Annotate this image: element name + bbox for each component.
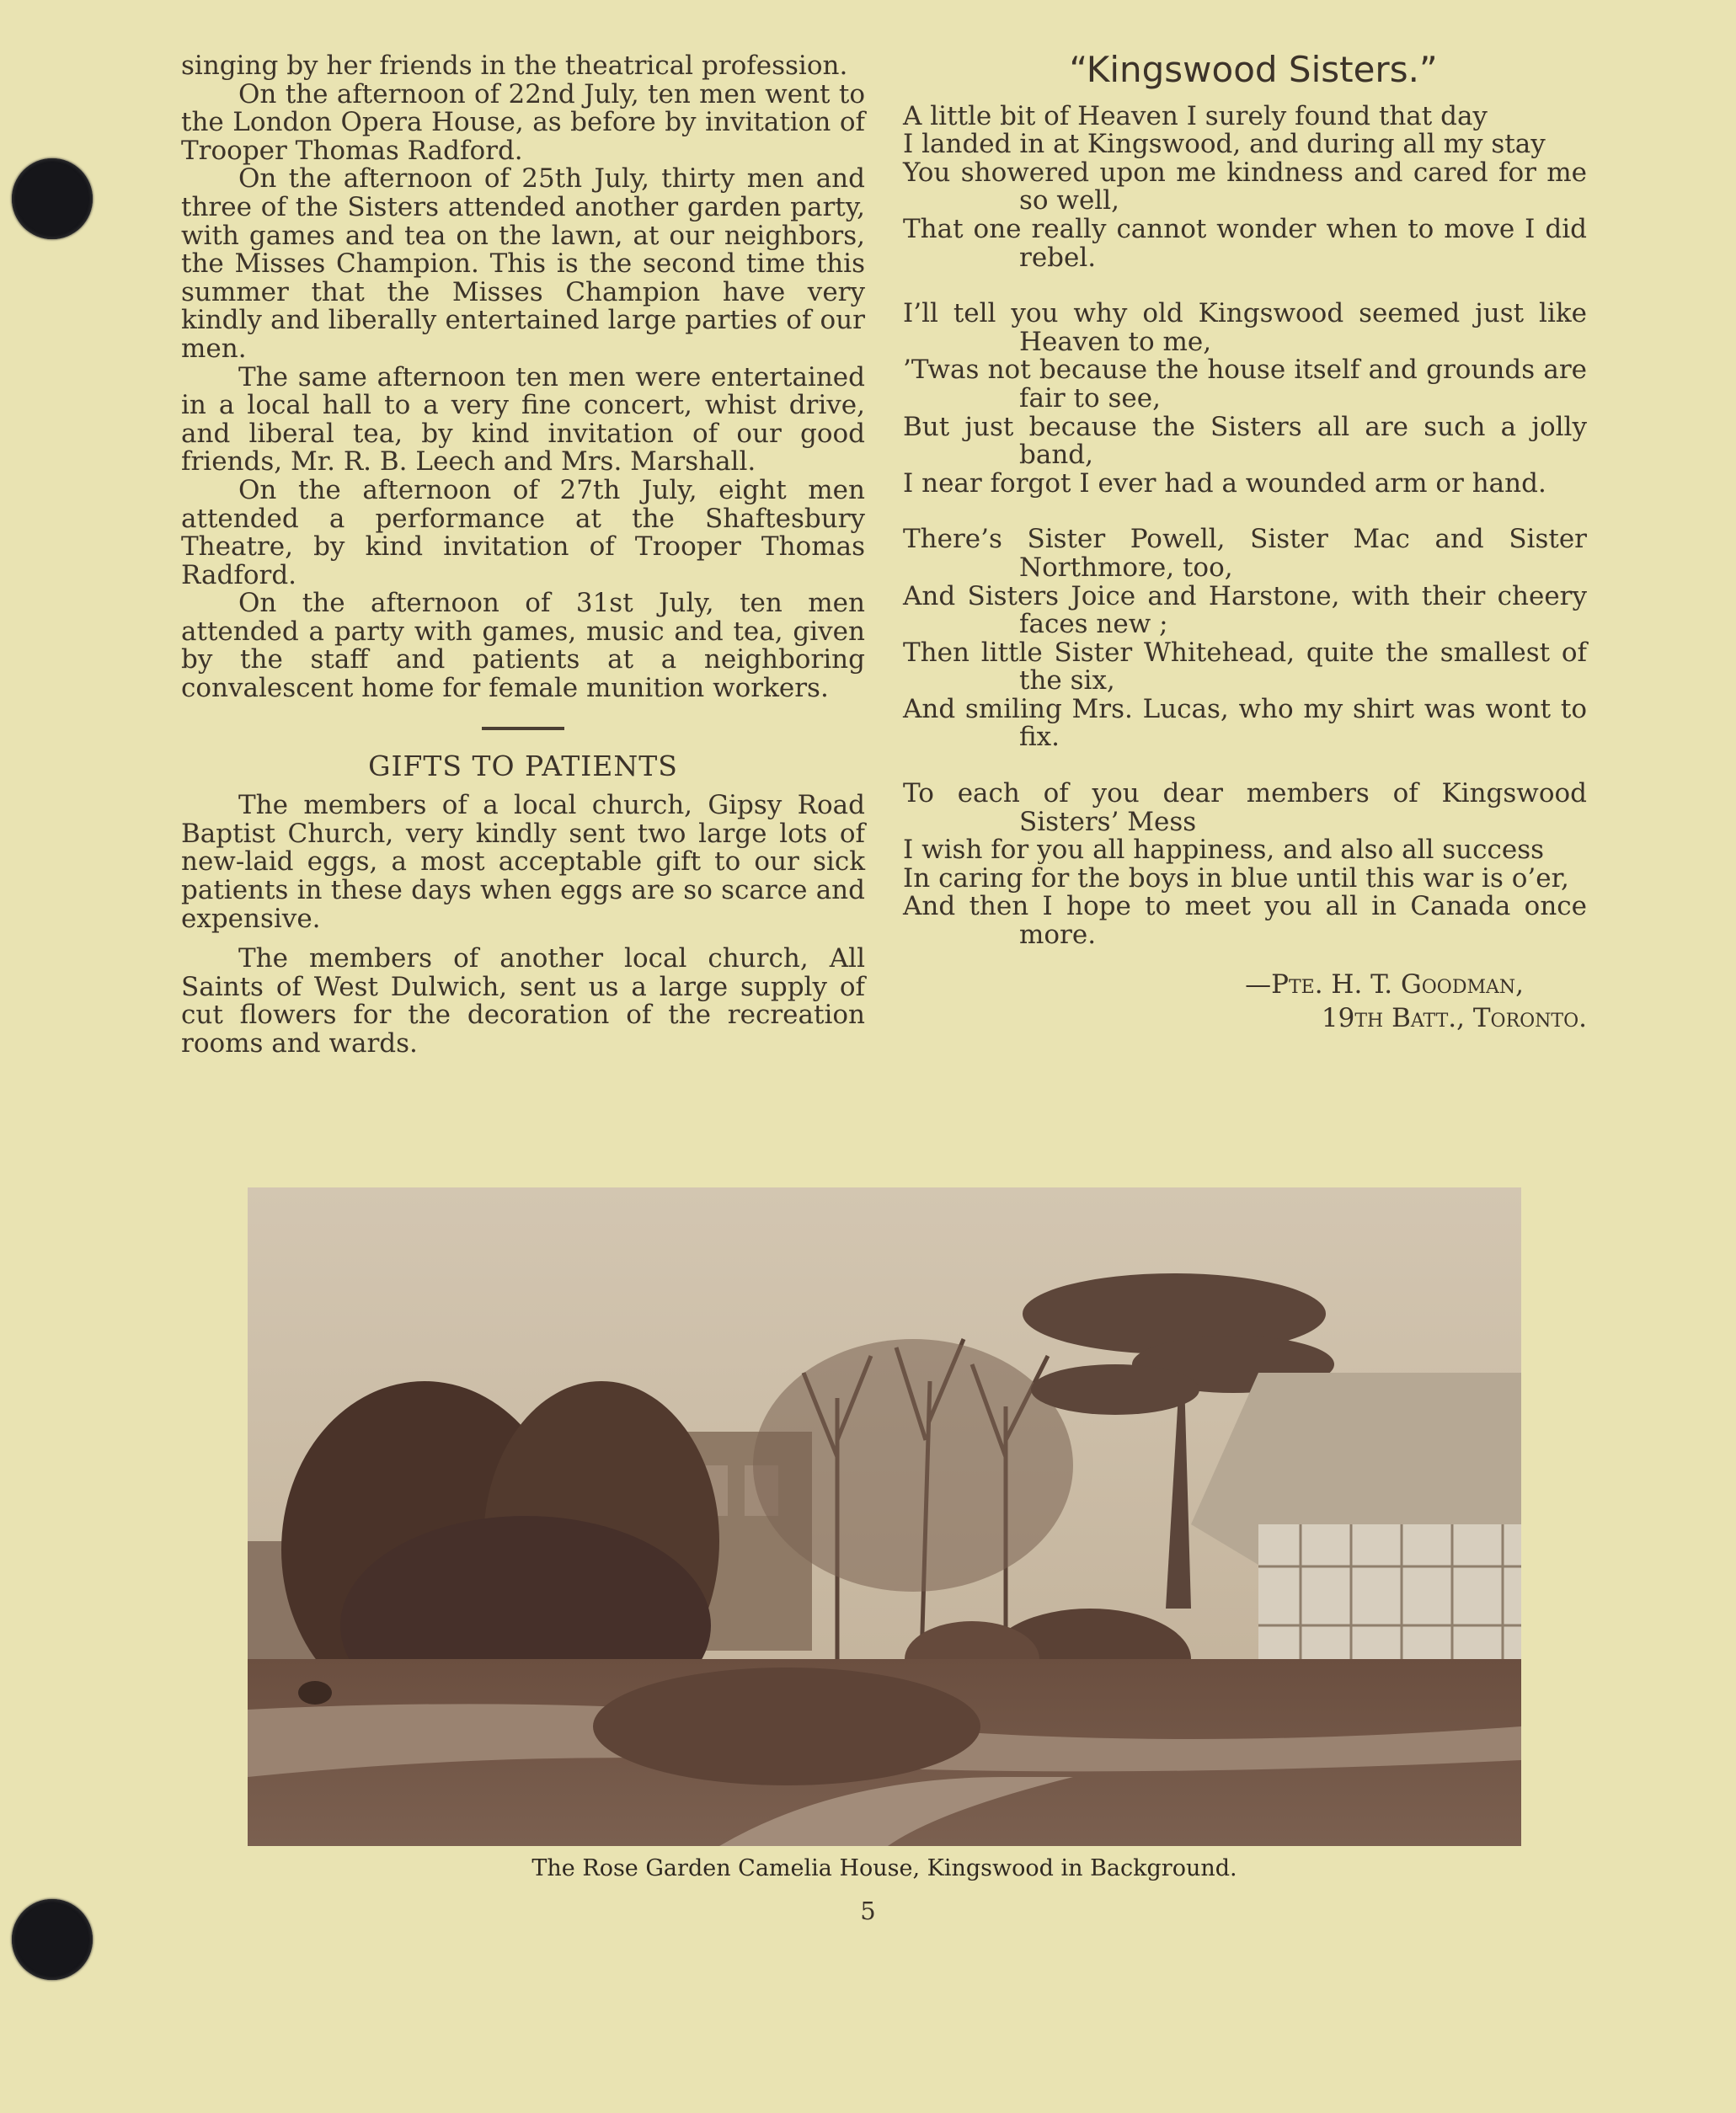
signature-name: —Pte. H. T. Goodman, (1245, 968, 1524, 1000)
photo-caption: The Rose Garden Camelia House, Kingswood in Background. (531, 1855, 1237, 1881)
poem-line: I’ll tell you why old Kingswood seemed just like Heaven to me, (903, 298, 1587, 357)
article-paragraph: singing by her friends in the theatrical profession. (181, 51, 848, 81)
poem-line: To each of you dear members of Kingswood Sisters’ Mess (903, 778, 1587, 837)
poem-line: In caring for the boys in blue until this war is o’er, (903, 862, 1569, 894)
poem-line: And then I hope to meet you all in Canada once more. (903, 891, 1587, 951)
article-paragraph: On the afternoon of 25th July, thirty men and three of the Sisters attended another garden party, with games and tea on the lawn, at our neighbors, the Misses Champion. This is the second time this summer that the Misses Champion have very kindly and liberally entertained large parties of our men. (181, 163, 865, 364)
article-paragraph: On the afternoon of 22nd July, ten men went to the London Opera House, as before by invitation of Trooper Thomas Radford. (181, 78, 865, 166)
left-column (181, 52, 865, 1059)
signature-unit: 19th Batt., Toronto. (1321, 1002, 1587, 1033)
poem-line: ’Twas not because the house itself and grounds are fair to see, (903, 355, 1587, 414)
gifts-paragraph: The members of another local church, All Saints of West Dulwich, sent us a large supply of cut flowers for the decoration of the recreation rooms and wards. (181, 943, 865, 1059)
poem-line: You showered upon me kindness and cared for me so well, (903, 157, 1587, 216)
article-paragraph: On the afternoon of 27th July, eight men attended a performance at the Shaftesbury Theatre, by kind invitation of Trooper Thomas Radford. (181, 474, 865, 590)
poem-line: Then little Sister Whitehead, quite the smallest of the six, (903, 637, 1587, 696)
gifts-paragraph: The members of a local church, Gipsy Road Baptist Church, very kindly sent two large lots of new-laid eggs, a most acceptable gift to our sick patients in these days when eggs are so scarce and expensive. (181, 790, 865, 934)
poem-line: And smiling Mrs. Lucas, who my shirt was wont to fix. (903, 693, 1587, 753)
poem-line: There’s Sister Powell, Sister Mac and Sister Northmore, too, (903, 524, 1587, 583)
poem-line: A little bit of Heaven I surely found that day (903, 100, 1488, 131)
poem-line: I wish for you all happiness, and also all success (903, 835, 1545, 866)
poem-line: That one really cannot wonder when to move I did rebel. (903, 213, 1587, 273)
article-paragraph: The same afternoon ten men were entertained in a local hall to a very fine concert, whist drive, and liberal tea, by kind invitation of our good friends, Mr. R. B. Leech and Mrs. Marshall. (181, 361, 865, 478)
poem-line: I near forgot I ever had a wounded arm or hand. (903, 467, 1546, 499)
section-divider (482, 727, 564, 730)
poem-line: But just because the Sisters all are such a jolly band, (903, 411, 1587, 471)
garden-photograph (248, 1187, 1521, 1846)
poem-stanza (903, 780, 1587, 950)
poem-title: “Kingswood Sisters.” (1069, 49, 1438, 90)
section-heading-gifts: GIFTS TO PATIENTS (368, 749, 678, 782)
binder-hole-top (12, 158, 93, 239)
page-number: 5 (860, 1897, 876, 1925)
poem-stanza (903, 100, 1587, 273)
poem-stanza (903, 300, 1587, 498)
poem-column (903, 49, 1587, 1035)
poem-stanza (903, 526, 1587, 752)
poem-line: I landed in at Kingswood, and during all my stay (903, 129, 1546, 160)
poem-line: And Sisters Joice and Harstone, with their cheery faces new ; (903, 580, 1587, 640)
article-paragraph: On the afternoon of 31st July, ten men attended a party with games, music and tea, given by the staff and patients at a neighboring convalescent home for female munition workers. (181, 588, 865, 704)
poem-signature (903, 968, 1587, 1035)
